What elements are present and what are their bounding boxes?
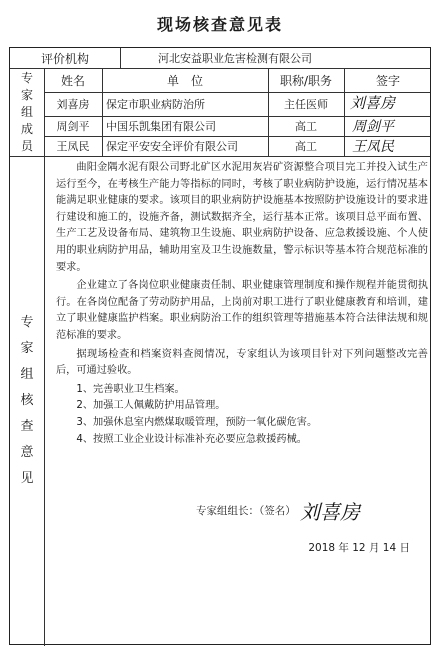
leader-signature-label: 专家组组长：（签名）	[196, 505, 296, 517]
expert-name: 刘喜房	[56, 98, 90, 111]
org-label: 评价机构	[40, 51, 89, 66]
expert-signature: 刘喜房	[350, 94, 396, 112]
opinion-label: 专 家 组 核 查 意 见	[20, 315, 34, 486]
header-name: 姓名	[60, 73, 85, 88]
leader-signature: 刘喜房	[300, 500, 360, 524]
opinion-body	[56, 160, 428, 448]
header-unit: 单 位	[166, 73, 203, 88]
col-divider	[120, 48, 121, 68]
rectification-item: 2、加强工人佩戴防护用品管理。	[76, 400, 226, 412]
expert-title: 高工	[295, 140, 317, 153]
sign-date: 2018 年 12 月 14 日	[308, 542, 410, 554]
opinion-paragraph: 曲阳金隅水泥有限公司野北矿区水泥用灰岩矿资源整合项目完工并投入试生产运行至今，在考核生产能力等指标的同时，考核了职业病防护设施，运行情况基本能满足职业健康的要求。该项目的职业病防护设施基本按照防护设施设计的要求进行建设和施工的，设施齐备，测试数据齐全，运行基本正常。该项目总平面布置、生产工艺及设备布局、建筑物卫生设施、职业病防护设备、应急救援设施、个人使用的职业病防护用品，辅助用室及卫生设施数量，警示标识等基本符合规范标准的要求。	[56, 162, 428, 273]
expert-signature: 周剑平	[352, 119, 394, 135]
header-sign: 签字	[375, 73, 400, 88]
header-title: 职称/职务	[279, 73, 333, 88]
opinion-paragraph: 企业建立了各岗位职业健康责任制、职业健康管理制度和操作规程并能贯彻执行。在各岗位配备了劳动防护用品，上岗前对职工进行了职业健康教育和培训，建立了职业健康监护档案。职业病防治工作的组织管理等措施基本符合法律法规和规范标准的要求。	[56, 280, 428, 341]
row-divider	[10, 156, 430, 157]
opinion-paragraph: 据现场检查和档案资料查阅情况，专家组认为该项目针对下列问题整改完善后，可通过验收。	[56, 348, 428, 377]
expert-unit: 中国乐凯集团有限公司	[106, 120, 216, 133]
expert-name: 周剑平	[56, 120, 90, 133]
col-divider	[44, 156, 45, 646]
rectification-item: 3、加强休息室内燃煤取暖管理，预防一氧化碳危害。	[76, 416, 318, 428]
date-line	[56, 540, 428, 555]
form-title: 现场核查意见表	[156, 15, 283, 34]
leader-signature-line	[56, 503, 428, 518]
rectification-item: 1、完善职业卫生档案。	[76, 383, 185, 395]
expert-title: 主任医师	[284, 98, 328, 111]
rectification-item: 4、按照工业企业设计标准补充必要应急救援药械。	[76, 433, 307, 445]
check-opinion-form	[9, 47, 431, 645]
expert-title: 高工	[295, 120, 317, 133]
expert-unit: 保定平安安全评价有限公司	[106, 140, 238, 153]
expert-unit: 保定市职业病防治所	[106, 98, 205, 111]
expert-group-label: 专 家 组 成 员	[20, 70, 33, 153]
org-name: 河北安益职业危害检测有限公司	[158, 52, 312, 65]
expert-name: 王凤民	[56, 140, 90, 153]
expert-signature: 王凤民	[352, 139, 394, 155]
